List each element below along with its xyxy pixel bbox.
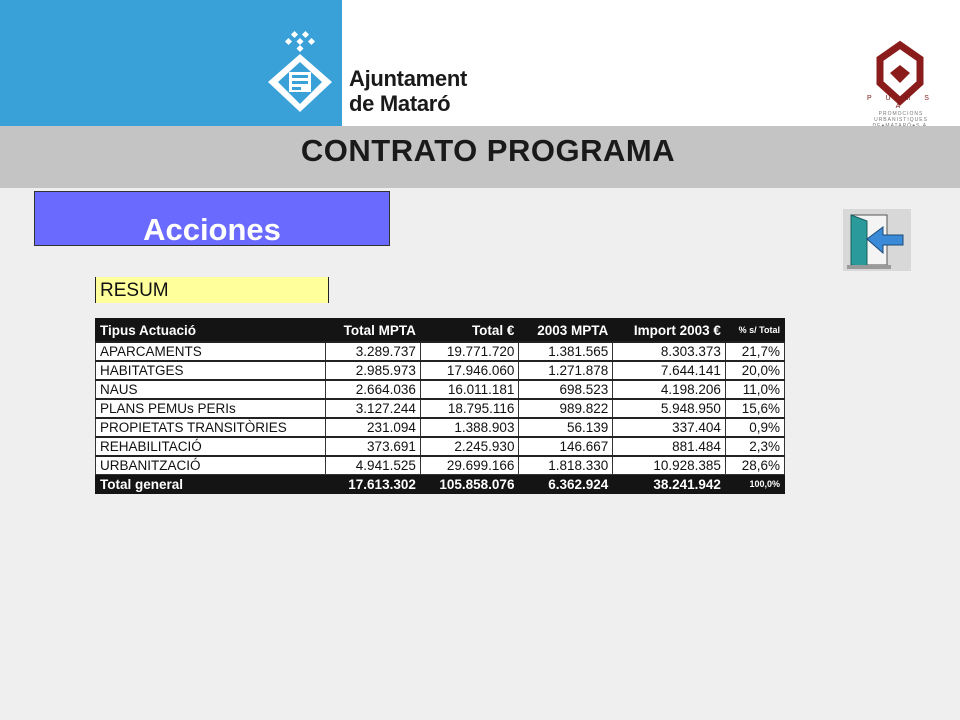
summary-table (95, 318, 785, 494)
table-cell: 21,7% (725, 342, 784, 361)
table-cell: 17.946.060 (420, 361, 519, 380)
table-cell: 2,3% (725, 437, 784, 456)
table-row (96, 361, 785, 380)
exit-door-icon[interactable] (843, 209, 911, 271)
column-header: % s/ Total (725, 319, 784, 343)
table-cell: 881.484 (613, 437, 726, 456)
table-cell: 5.948.950 (613, 399, 726, 418)
table-cell: PROPIETATS TRANSITÒRIES (96, 418, 326, 437)
table-row (96, 418, 785, 437)
table-cell: 7.644.141 (613, 361, 726, 380)
column-header: 2003 MPTA (519, 319, 613, 343)
sheet-label: RESUM (95, 277, 329, 303)
table-cell: 8.303.373 (613, 342, 726, 361)
table-cell: 373.691 (325, 437, 420, 456)
table-cell: 2.664.036 (325, 380, 420, 399)
total-cell: 100,0% (725, 475, 784, 494)
table-cell: 4.941.525 (325, 456, 420, 475)
partner-name-block (866, 95, 936, 129)
table-header-row (96, 319, 785, 343)
table-cell: 11,0% (725, 380, 784, 399)
org-name-line1: Ajuntament (349, 66, 468, 91)
org-name-line2: de Mataró (349, 91, 451, 116)
page-title: CONTRATO PROGRAMA (300, 133, 676, 168)
table-cell: 231.094 (325, 418, 420, 437)
table-cell: 2.245.930 (420, 437, 519, 456)
table-cell: 0,9% (725, 418, 784, 437)
table-cell: HABITATGES (96, 361, 326, 380)
total-cell: Total general (96, 475, 326, 494)
table-cell: 16.011.181 (420, 380, 519, 399)
table-cell: 20,0% (725, 361, 784, 380)
table-cell: NAUS (96, 380, 326, 399)
table-cell: 1.818.330 (519, 456, 613, 475)
header (0, 0, 960, 126)
table-cell: 989.822 (519, 399, 613, 418)
total-cell: 38.241.942 (613, 475, 726, 494)
table-cell: 2.985.973 (325, 361, 420, 380)
table-cell: 3.289.737 (325, 342, 420, 361)
table-cell: 18.795.116 (420, 399, 519, 418)
table-cell: 1.388.903 (420, 418, 519, 437)
column-header: Total € (420, 319, 519, 343)
table-cell: 56.139 (519, 418, 613, 437)
table-cell: 3.127.244 (325, 399, 420, 418)
table-cell: 1.271.878 (519, 361, 613, 380)
partner-name: P U M S A (867, 95, 935, 110)
partner-sub1: PROMOCIONS (878, 111, 924, 117)
table-cell: APARCAMENTS (96, 342, 326, 361)
table-row (96, 380, 785, 399)
total-cell: 17.613.302 (325, 475, 420, 494)
table-cell: PLANS PEMUs PERIs (96, 399, 326, 418)
total-cell: 6.362.924 (519, 475, 613, 494)
table-row (96, 342, 785, 361)
table-cell: 10.928.385 (613, 456, 726, 475)
org-name (349, 66, 467, 116)
table-cell: 15,6% (725, 399, 784, 418)
column-header: Tipus Actuació (96, 319, 326, 343)
table-cell: 4.198.206 (613, 380, 726, 399)
table-cell: 1.381.565 (519, 342, 613, 361)
ajuntament-crest-icon (262, 30, 338, 116)
table-cell: URBANITZACIÓ (96, 456, 326, 475)
table-total-row (96, 475, 785, 494)
table-cell: 19.771.720 (420, 342, 519, 361)
total-cell: 105.858.076 (420, 475, 519, 494)
table-cell: 29.699.166 (420, 456, 519, 475)
table-cell: 146.667 (519, 437, 613, 456)
table-row (96, 399, 785, 418)
column-header: Import 2003 € (613, 319, 726, 343)
table-cell: 698.523 (519, 380, 613, 399)
section-heading: Acciones (34, 191, 390, 246)
table-row (96, 456, 785, 475)
table-cell: 337.404 (613, 418, 726, 437)
table-row (96, 437, 785, 456)
table-cell: REHABILITACIÓ (96, 437, 326, 456)
table-cell: 28,6% (725, 456, 784, 475)
partner-sub2: URBANISTIQUES (874, 117, 928, 123)
column-header: Total MPTA (325, 319, 420, 343)
